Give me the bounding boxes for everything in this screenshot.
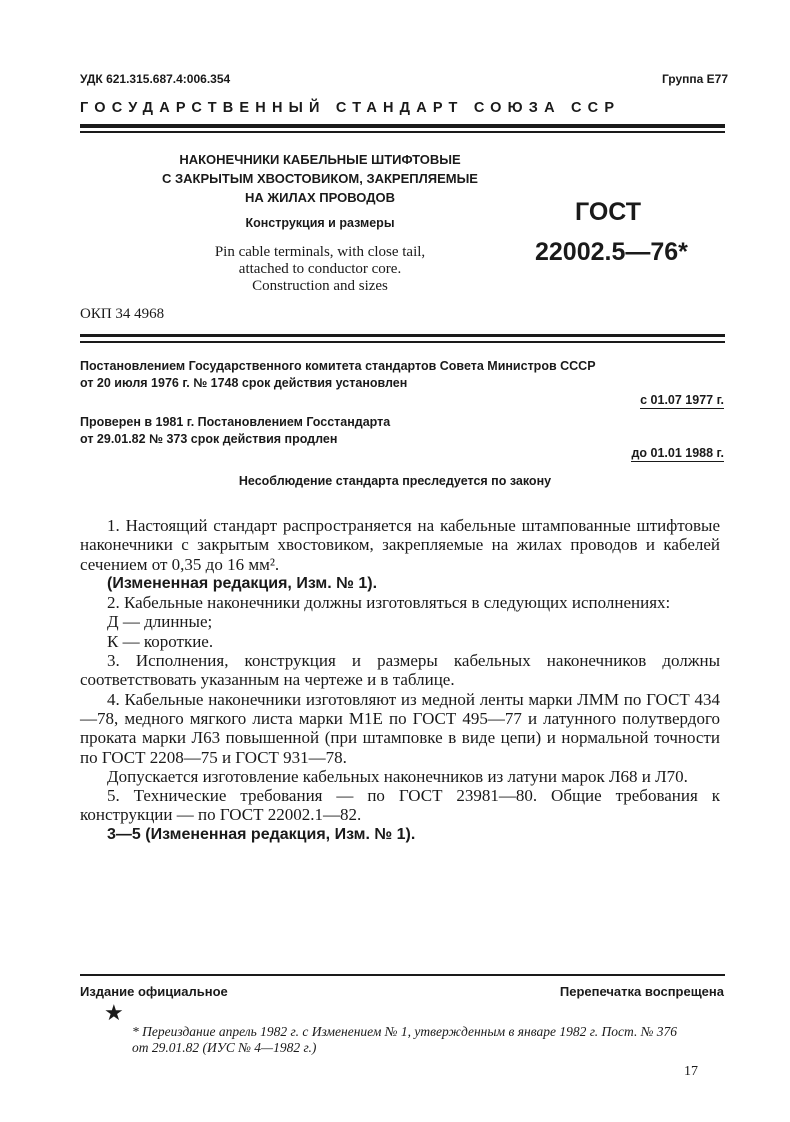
state-standard-heading: ГОСУДАРСТВЕННЫЙ СТАНДАРТ СОЮЗА ССР (80, 100, 621, 116)
reissue-footnote: * Переиздание апрель 1982 г. с Изменением № 1, утвержденным в январе 1982 г. Пост. № 376 от 29.01.82 (ИУС № 4—1982 г.) (132, 1024, 678, 1055)
okp-rule-thick (80, 334, 725, 337)
effective-from-date: с 01.07 1977 г. (640, 393, 724, 407)
page-number: 17 (684, 1064, 698, 1079)
checked-line: от 29.01.82 № 373 срок действия продлен (80, 432, 338, 446)
clause-1: 1. Настоящий стандарт распространяется на кабельные штампованные штифтовые наконечники с закрытым хвостовиком, закрепляемые на жилах проводов и кабелей сечением от 0,35 до 16 мм². (80, 516, 720, 574)
document-title-ru (120, 150, 520, 207)
document-title-en (120, 244, 520, 295)
clause-3: 3. Исполнения, конструкция и размеры кабельных наконечников должны соответствовать указанным на чертеже и в таблице. (80, 651, 720, 690)
checked-line: Проверен в 1981 г. Постановлением Госстандарта (80, 415, 391, 429)
reprint-prohibited-label: Перепечатка воспрещена (559, 984, 724, 999)
title-en-line: attached to conductor core. (238, 261, 402, 277)
clause-2-option-k: К — короткие. (107, 631, 214, 651)
clause-2: 2. Кабельные наконечники должны изготовляться в следующих исполнениях: (107, 593, 671, 613)
clause-5: 5. Технические требования — по ГОСТ 23981—80. Общие требования к конструкции — по ГОСТ 22002.1—82. (80, 786, 720, 825)
extended-to-date: до 01.01 1988 г. (631, 446, 724, 460)
udk-code: УДК 621.315.687.4:006.354 (80, 72, 231, 86)
document-subtitle: Конструкция и размеры (245, 216, 395, 230)
gost-number: 22002.5—76* (535, 238, 688, 266)
official-edition-label: Издание официальное (80, 984, 228, 999)
clause-2-option-d: Д — длинные; (107, 612, 213, 632)
checked-text (80, 414, 390, 448)
decree-line: Постановлением Государственного комитета стандартов Совета Министров СССР (80, 359, 596, 373)
header-rule-thick (80, 124, 725, 128)
group-code: Группа Е77 (661, 72, 728, 86)
title-ru-line: НА ЖИЛАХ ПРОВОДОВ (245, 190, 395, 205)
header-rule-thin (80, 131, 725, 133)
star-icon: ★ (104, 1000, 124, 1025)
decree-text (80, 358, 596, 392)
title-ru-line: НАКОНЕЧНИКИ КАБЕЛЬНЫЕ ШТИФТОВЫЕ (179, 152, 461, 167)
clause-4-allowance: Допускается изготовление кабельных наконечников из латуни марок Л68 и Л70. (107, 766, 688, 786)
footer-rule (80, 974, 725, 976)
clause-1-change-note: (Измененная редакция, Изм. № 1). (107, 574, 378, 592)
standard-body (80, 516, 720, 844)
title-ru-line: С ЗАКРЫТЫМ ХВОСТОВИКОМ, ЗАКРЕПЛЯЕМЫЕ (162, 171, 478, 186)
clause-4: 4. Кабельные наконечники изготовляют из медной ленты марки ЛММ по ГОСТ 434—78, медного мягкого листа марки М1Е по ГОСТ 495—77 и латунного полутвердого проката марки Л63 повышенной (при штамповке в виде цепи) и нормальной точности по ГОСТ 2208—75 и ГОСТ 931—78. (80, 689, 720, 767)
title-en-line: Pin cable terminals, with close tail, (214, 244, 426, 260)
okp-code: ОКП 34 4968 (80, 306, 165, 322)
gost-label: ГОСТ (575, 198, 641, 226)
law-notice: Несоблюдение стандарта преследуется по закону (238, 474, 552, 488)
clauses-3-5-change-note: 3—5 (Измененная редакция, Изм. № 1). (107, 825, 416, 843)
title-en-line: Construction and sizes (252, 278, 388, 294)
decree-line: от 20 июля 1976 г. № 1748 срок действия установлен (80, 376, 408, 390)
okp-rule-thin (80, 341, 725, 343)
